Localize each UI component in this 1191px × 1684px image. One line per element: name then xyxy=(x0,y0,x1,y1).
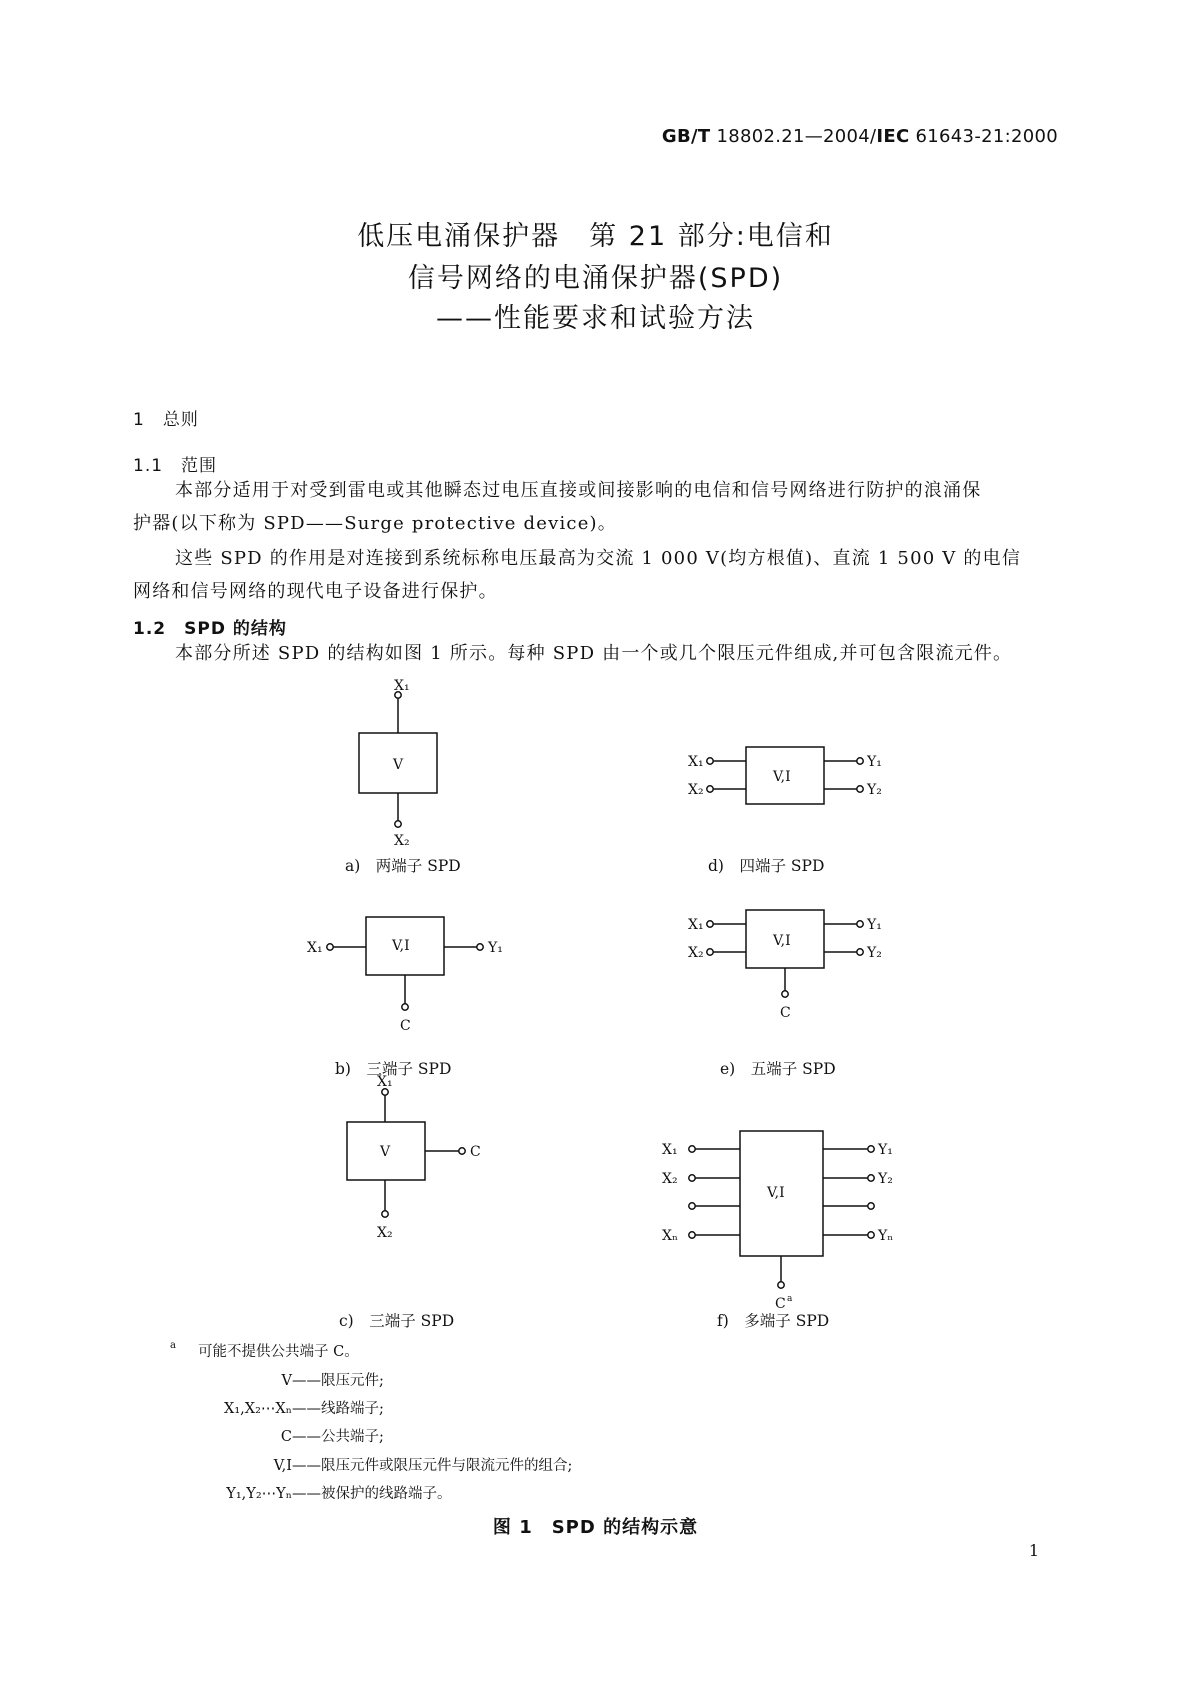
legend-row xyxy=(150,1425,384,1446)
legend-row xyxy=(150,1482,452,1503)
page-number: 1 xyxy=(1028,1541,1039,1560)
section-1-1-heading: 1.1 范围 xyxy=(133,456,218,476)
legend-text: ——限压元件; xyxy=(292,1373,384,1389)
standard-code-number: 18802.21—2004/ xyxy=(710,126,877,147)
diagram-f-label-y2: Y₂ xyxy=(878,1171,893,1187)
scope-paragraph-2-line-1: 这些 SPD 的作用是对连接到系统标称电压最高为交流 1 000 V(均方根值)、直流 1 500 V 的电信 xyxy=(175,548,1022,569)
diagram-d-label-y1: Y₁ xyxy=(867,754,882,770)
diagram-f-label-x2: X₂ xyxy=(662,1171,678,1187)
diagram-f-footnote-mark: a xyxy=(787,1294,793,1304)
diagram-a-box-label: V xyxy=(393,757,404,773)
legend-symbol: Y₁,Y₂⋯Yₙ xyxy=(226,1486,292,1502)
diagram-f-box-label: V,I xyxy=(767,1185,785,1201)
diagram-e-label-x2: X₂ xyxy=(688,945,704,961)
diagram-f-multi-terminal xyxy=(689,1131,874,1288)
footnote-mark: a xyxy=(170,1340,176,1351)
legend-row xyxy=(150,1369,384,1390)
diagram-b-label-c: C xyxy=(400,1018,411,1034)
legend-symbol: V xyxy=(281,1373,292,1389)
diagram-e-label-y1: Y₁ xyxy=(867,917,882,933)
diagram-d-label-x1: X₁ xyxy=(688,754,704,770)
diagram-f-label-xn: Xₙ xyxy=(662,1228,679,1244)
legend-text: ——限压元件或限压元件与限流元件的组合; xyxy=(292,1458,573,1474)
diagram-c-label-x2: X₂ xyxy=(377,1225,393,1241)
diagram-d-label-y2: Y₂ xyxy=(867,782,882,798)
title-line-2: 信号网络的电涌保护器(SPD) xyxy=(407,263,784,294)
diagram-e-label-y2: Y₂ xyxy=(867,945,882,961)
title-line-3: ——性能要求和试验方法 xyxy=(436,303,755,334)
diagram-f-label-yn: Yₙ xyxy=(878,1228,894,1244)
legend-symbol: C xyxy=(280,1429,292,1445)
terminal-x2 xyxy=(395,821,401,827)
diagram-e-five-terminal xyxy=(707,910,863,997)
diagram-d-box-label: V,I xyxy=(773,769,791,785)
standard-number xyxy=(662,126,1058,147)
scope-paragraph-2-line-2: 网络和信号网络的现代电子设备进行保护。 xyxy=(133,581,498,602)
legend-text: ——公共端子; xyxy=(292,1429,384,1445)
section-1-heading: 1 总则 xyxy=(133,410,199,430)
legend-text: ——线路端子; xyxy=(292,1401,384,1417)
diagram-f-label-x1: X₁ xyxy=(662,1142,678,1158)
diagram-e-box-label: V,I xyxy=(773,933,791,949)
legend-row xyxy=(150,1397,384,1418)
diagram-e-label-x1: X₁ xyxy=(688,917,704,933)
title-line-1: 低压电涌保护器 第 21 部分:电信和 xyxy=(357,221,834,252)
structure-paragraph: 本部分所述 SPD 的结构如图 1 所示。每种 SPD 由一个或几个限压元件组成,并可包含限流元件。 xyxy=(175,643,1013,664)
diagram-c-label-c: C xyxy=(470,1144,481,1160)
diagram-c-box-label: V xyxy=(380,1144,391,1160)
standard-code-iec-number: 61643-21:2000 xyxy=(909,126,1058,147)
diagram-b-three-terminal xyxy=(327,917,483,1010)
diagram-b-label-x1: X₁ xyxy=(307,940,323,956)
legend-row xyxy=(150,1454,572,1475)
caption-c: c) 三端子 SPD xyxy=(339,1312,455,1330)
diagram-a-label-x1: X₁ xyxy=(394,678,410,694)
diagram-a-label-x2: X₂ xyxy=(394,833,410,849)
diagram-e-label-c: C xyxy=(780,1005,791,1021)
figure-caption: 图 1 SPD 的结构示意 xyxy=(492,1517,699,1538)
legend-symbol: X₁,X₂⋯Xₙ xyxy=(224,1401,292,1417)
caption-f: f) 多端子 SPD xyxy=(717,1312,830,1330)
diagram-f-label-c: C xyxy=(775,1296,786,1312)
caption-e: e) 五端子 SPD xyxy=(720,1060,836,1078)
scope-paragraph-1-line-2: 护器(以下称为 SPD——Surge protective device)。 xyxy=(133,513,617,534)
standard-code-iec: IEC xyxy=(876,126,910,147)
diagram-d-label-x2: X₂ xyxy=(688,782,704,798)
caption-d: d) 四端子 SPD xyxy=(708,857,825,875)
diagram-b-box-label: V,I xyxy=(392,938,410,954)
spd-structure-figure xyxy=(0,665,1191,1345)
caption-b: b) 三端子 SPD xyxy=(335,1060,452,1078)
legend-text: ——被保护的线路端子。 xyxy=(292,1486,452,1502)
footnote-text: 可能不提供公共端子 C。 xyxy=(198,1344,359,1360)
caption-a: a) 两端子 SPD xyxy=(345,857,461,875)
diagram-b-label-y1: Y₁ xyxy=(488,940,503,956)
diagram-f-label-y1: Y₁ xyxy=(878,1142,893,1158)
section-1-2-heading: 1.2 SPD 的结构 xyxy=(133,619,287,639)
diagram-c-three-terminal xyxy=(347,1089,465,1217)
diagram-c-label-x1: X₁ xyxy=(377,1074,393,1090)
scope-paragraph-1-line-1: 本部分适用于对受到雷电或其他瞬态过电压直接或间接影响的电信和信号网络进行防护的浪涌保 xyxy=(175,480,982,501)
standard-code-gbt: GB/T xyxy=(661,126,711,147)
legend-symbol: V,I xyxy=(273,1458,292,1474)
